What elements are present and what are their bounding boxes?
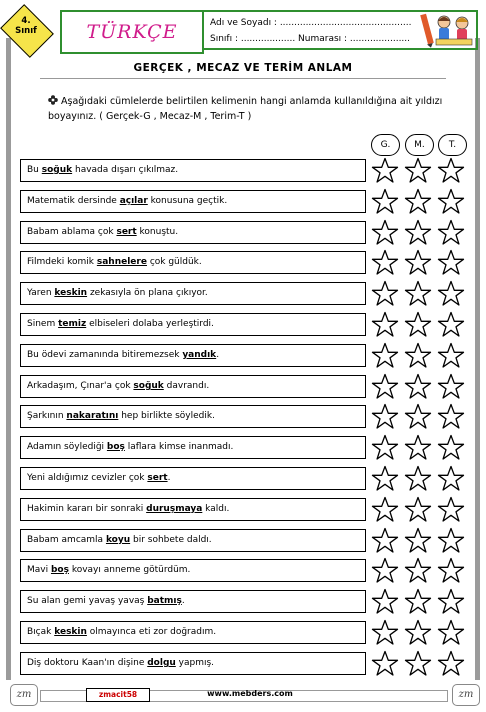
target-word: nakaratını [66,411,119,421]
sentence-text: çok güldük. [146,257,202,267]
star-mecaz-icon[interactable] [404,342,432,369]
star-gercek-icon[interactable] [371,496,399,523]
star-terim-icon[interactable] [437,557,465,584]
sentence-text: Babam ablama çok [27,227,117,237]
column-head-gercek: G. [371,134,400,156]
target-word: boş [50,565,69,575]
right-border-rail [475,38,480,680]
sentence-text: . [216,350,220,360]
star-terim-icon[interactable] [437,650,465,677]
sentence-text: Diş doktoru Kaan'ın dişine [27,658,148,668]
flower-bullet-icon [48,95,58,105]
star-terim-icon[interactable] [437,157,465,184]
star-terim-icon[interactable] [437,619,465,646]
star-gercek-icon[interactable] [371,188,399,215]
question-row [20,159,366,182]
sentence-text: kaldı. [202,504,230,514]
star-gercek-icon[interactable] [371,342,399,369]
question-row [20,621,366,644]
sentence-text: Filmdeki komik [27,257,97,267]
star-terim-icon[interactable] [437,465,465,492]
website-link[interactable]: www.mebders.com [207,689,293,698]
target-word: duruşmaya [146,504,203,514]
target-word: sert [116,227,137,237]
sentence-text: Bıçak [27,627,55,637]
target-word: batmış [147,596,182,606]
question-row [20,190,366,213]
star-terim-icon[interactable] [437,588,465,615]
sentence-text: zekasıyla ön plana çıkıyor. [87,288,208,298]
sentence-text: . [181,596,185,606]
sentence-text: Sinem [27,319,59,329]
class-number-field[interactable]: Sınıfı : ................... Numarası : ..................... [210,34,411,44]
star-gercek-icon[interactable] [371,280,399,307]
target-word: dolgu [147,658,176,668]
star-mecaz-icon[interactable] [404,588,432,615]
sentence-text: yapmış. [175,658,215,668]
sentence-text: konuştu. [136,227,179,237]
sentence-text: elbiseleri dolaba yerleştirdi. [86,319,214,329]
question-row [20,559,366,582]
target-word: koyu [105,535,131,545]
sentence-text: konusuna geçtik. [147,196,228,206]
name-field[interactable]: Adı ve Soyadı : .............................................. [210,18,412,28]
question-row [20,652,366,675]
star-terim-icon[interactable] [437,311,465,338]
instruction-text [48,94,468,124]
star-mecaz-icon[interactable] [404,280,432,307]
star-mecaz-icon[interactable] [404,619,432,646]
sentence-text: olmayınca eti zor doğradım. [86,627,217,637]
star-gercek-icon[interactable] [371,434,399,461]
target-word: açılar [119,196,148,206]
star-terim-icon[interactable] [437,373,465,400]
star-gercek-icon[interactable] [371,650,399,677]
star-mecaz-icon[interactable] [404,527,432,554]
question-row [20,251,366,274]
question-row [20,282,366,305]
star-gercek-icon[interactable] [371,311,399,338]
star-gercek-icon[interactable] [371,219,399,246]
sentence-text: havada dışarı çıkılmaz. [72,165,179,175]
star-terim-icon[interactable] [437,496,465,523]
star-mecaz-icon[interactable] [404,434,432,461]
sentence-text: Arkadaşım, Çınar'a çok [27,381,134,391]
sentence-text: Yeni aldığımız cevizler çok [27,473,148,483]
star-mecaz-icon[interactable] [404,157,432,184]
star-gercek-icon[interactable] [371,403,399,430]
subject-title: TÜRKÇE [86,21,178,43]
author-code: zmacit58 [86,688,150,702]
target-word: keskin [54,288,88,298]
sentence-text: bir sohbete daldı. [130,535,212,545]
zm-logo-right: zm [452,684,480,706]
question-row [20,590,366,613]
target-word: soğuk [41,165,73,175]
star-terim-icon[interactable] [437,342,465,369]
target-word: sahnelere [96,257,147,267]
question-row [20,221,366,244]
sentence-text: Bu [27,165,42,175]
star-gercek-icon[interactable] [371,249,399,276]
star-gercek-icon[interactable] [371,619,399,646]
star-mecaz-icon[interactable] [404,403,432,430]
grade-number: 4. [21,16,31,26]
sentence-text: Yaren [27,288,55,298]
target-word: soğuk [133,381,164,391]
sentence-text: Bu ödevi zamanında bitiremezsek [27,350,183,360]
kids-illustration-icon [420,12,476,48]
star-gercek-icon[interactable] [371,373,399,400]
star-terim-icon[interactable] [437,188,465,215]
left-border-rail [6,38,11,680]
sentence-text: Mavi [27,565,51,575]
star-mecaz-icon[interactable] [404,496,432,523]
sentence-text: hep birlikte söyledik. [118,411,215,421]
sentence-text: Matematik dersinde [27,196,120,206]
sentence-text: laflara kimse inanmadı. [124,442,234,452]
heading-divider [40,78,446,79]
column-head-terim: T. [438,134,467,156]
star-mecaz-icon[interactable] [404,650,432,677]
target-word: keskin [54,627,87,637]
star-gercek-icon[interactable] [371,588,399,615]
grade-label [6,16,46,36]
target-word: boş [106,442,125,452]
sentence-text: Su alan gemi yavaş yavaş [27,596,148,606]
sentence-text: . [167,473,171,483]
question-row [20,498,366,521]
star-terim-icon[interactable] [437,527,465,554]
star-mecaz-icon[interactable] [404,219,432,246]
sentence-text: kovayı anneme götürdüm. [68,565,191,575]
subject-title-box [60,10,204,54]
question-row [20,313,366,336]
star-terim-icon[interactable] [437,434,465,461]
star-terim-icon[interactable] [437,249,465,276]
star-gercek-icon[interactable] [371,157,399,184]
question-row [20,375,366,398]
column-head-mecaz: M. [405,134,434,156]
star-terim-icon[interactable] [437,403,465,430]
worksheet-heading: GERÇEK , MECAZ VE TERİM ANLAM [133,62,353,74]
star-mecaz-icon[interactable] [404,557,432,584]
question-row [20,405,366,428]
sentence-text: Babam amcamla [27,535,106,545]
sentence-text: Adamın söylediği [27,442,107,452]
grade-word: Sınıf [15,26,37,36]
target-word: sert [147,473,168,483]
star-terim-icon[interactable] [437,280,465,307]
question-row [20,529,366,552]
sentence-text: Hakimin kararı bir sonraki [27,504,147,514]
star-mecaz-icon[interactable] [404,465,432,492]
star-terim-icon[interactable] [437,219,465,246]
star-mecaz-icon[interactable] [404,188,432,215]
sentence-text: Şarkının [27,411,67,421]
star-mecaz-icon[interactable] [404,373,432,400]
star-mecaz-icon[interactable] [404,249,432,276]
instruction-body: Aşağıdaki cümlelerde belirtilen kelimenin hangi anlamda kullanıldığına ait yıldızı boyayınız. ( Gerçek-G , Mecaz-M , Terim-T ) [48,96,443,122]
star-gercek-icon[interactable] [371,557,399,584]
star-gercek-icon[interactable] [371,465,399,492]
target-word: yandık [182,350,217,360]
star-gercek-icon[interactable] [371,527,399,554]
question-row [20,467,366,490]
question-row [20,436,366,459]
question-row [20,344,366,367]
zm-logo-left: zm [10,684,38,706]
target-word: temiz [58,319,87,329]
sentence-text: davrandı. [163,381,210,391]
star-mecaz-icon[interactable] [404,311,432,338]
